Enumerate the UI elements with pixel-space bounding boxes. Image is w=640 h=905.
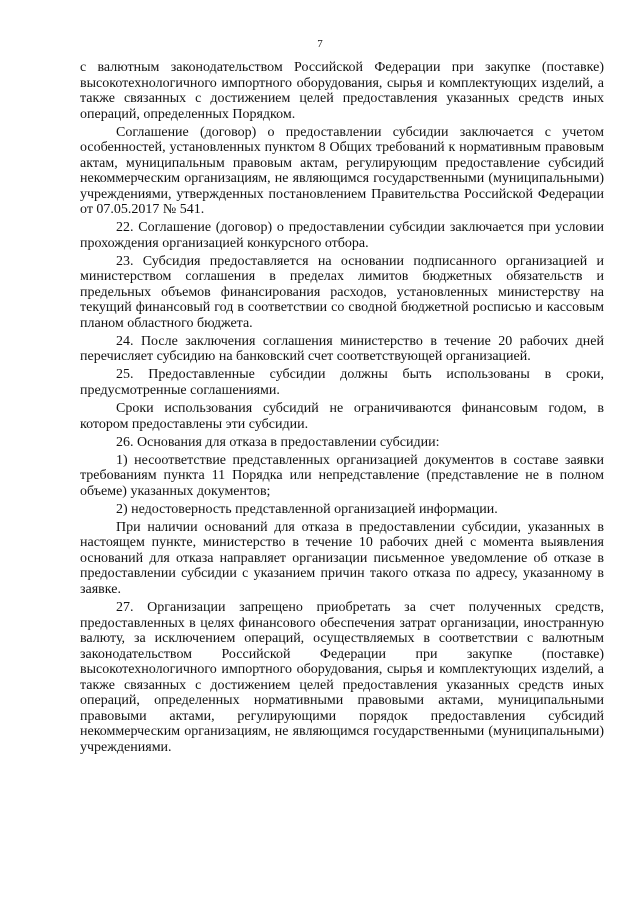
paragraph-usage-terms: Сроки использования субсидий не ограничиваются финансовым годом, в котором предоставлены эти субсидии. xyxy=(80,401,604,432)
paragraph-item-26: 26. Основания для отказа в предоставлении субсидии: xyxy=(116,434,440,450)
paragraph-item-25: 25. Предоставленные субсидии должны быть использованы в сроки, предусмотренные соглашениями. xyxy=(80,367,604,398)
paragraph-item-26-1: 1) несоответствие представленных организацией документов в составе заявки требованиям пункта 11 Порядка или непредставление (представление не в полном объеме) указанных документов; xyxy=(80,452,604,499)
document-body xyxy=(80,60,604,758)
paragraph-item-22: 22. Соглашение (договор) о предоставлении субсидии заключается при условии прохождения организацией конкурсного отбора. xyxy=(80,220,604,251)
page-number: 7 xyxy=(317,38,323,50)
paragraph-item-27: 27. Организации запрещено приобретать за счет полученных средств, предоставленных в целях финансового обеспечения затрат организации, иностранную валюту, за исключением операций, осуществляемых в соответствии с валютным законодательством Российской Федерации при закупке (поставке) высокотехнологичного импортного оборудования, сырья и комплектующих изделий, а также связанных с достижением целей предоставления указанных средств иных операций, определенных нормативными правовыми актами, муниципальными правовыми актами, регулирующими порядок предоставления субсидий некоммерческим организациям, не являющимся государственными (муниципальными) учреждениями. xyxy=(80,600,604,755)
paragraph-item-26-2: 2) недостоверность представленной организацией информации. xyxy=(116,501,498,517)
paragraph-refusal-notice: При наличии оснований для отказа в предоставлении субсидии, указанных в настоящем пункте, министерство в течение 10 рабочих дней с момента выявления оснований для отказа направляет организации письменное уведомление об отказе в предоставлении субсидии с указанием причин такого отказа по адресу, указанному в заявке. xyxy=(80,519,604,597)
paragraph-agreement-features: Соглашение (договор) о предоставлении субсидии заключается с учетом особенностей, установленных пунктом 8 Общих требований к нормативным правовым актам, муниципальным правовым актам, регулирующим предоставление субсидий некоммерческим организациям, не являющимся государственными (муниципальными) учреждениями, утвержденных постановлением Правительства Российской Федерации от 07.05.2017 № 541. xyxy=(80,124,604,218)
paragraph-item-24: 24. После заключения соглашения министерство в течение 20 рабочих дней перечисляет субсидию на банковский счет соответствующей организацией. xyxy=(80,333,604,365)
paragraph-item-23: 23. Субсидия предоставляется на основании подписанного организацией и министерством соглашения в пределах лимитов бюджетных обязательств и предельных объемов финансирования расходов, установленных министерству на текущий финансовый год в соответствии со сводной бюджетной росписью и кассовым планом областного бюджета. xyxy=(80,253,604,331)
paragraph-continuation: с валютным законодательством Российской Федерации при закупке (поставке) высокотехнологичного импортного оборудования, сырья и комплектующих изделий, а также связанных с достижением целей предоставления указанных средств иных операций, определенных Порядком. xyxy=(80,60,604,122)
